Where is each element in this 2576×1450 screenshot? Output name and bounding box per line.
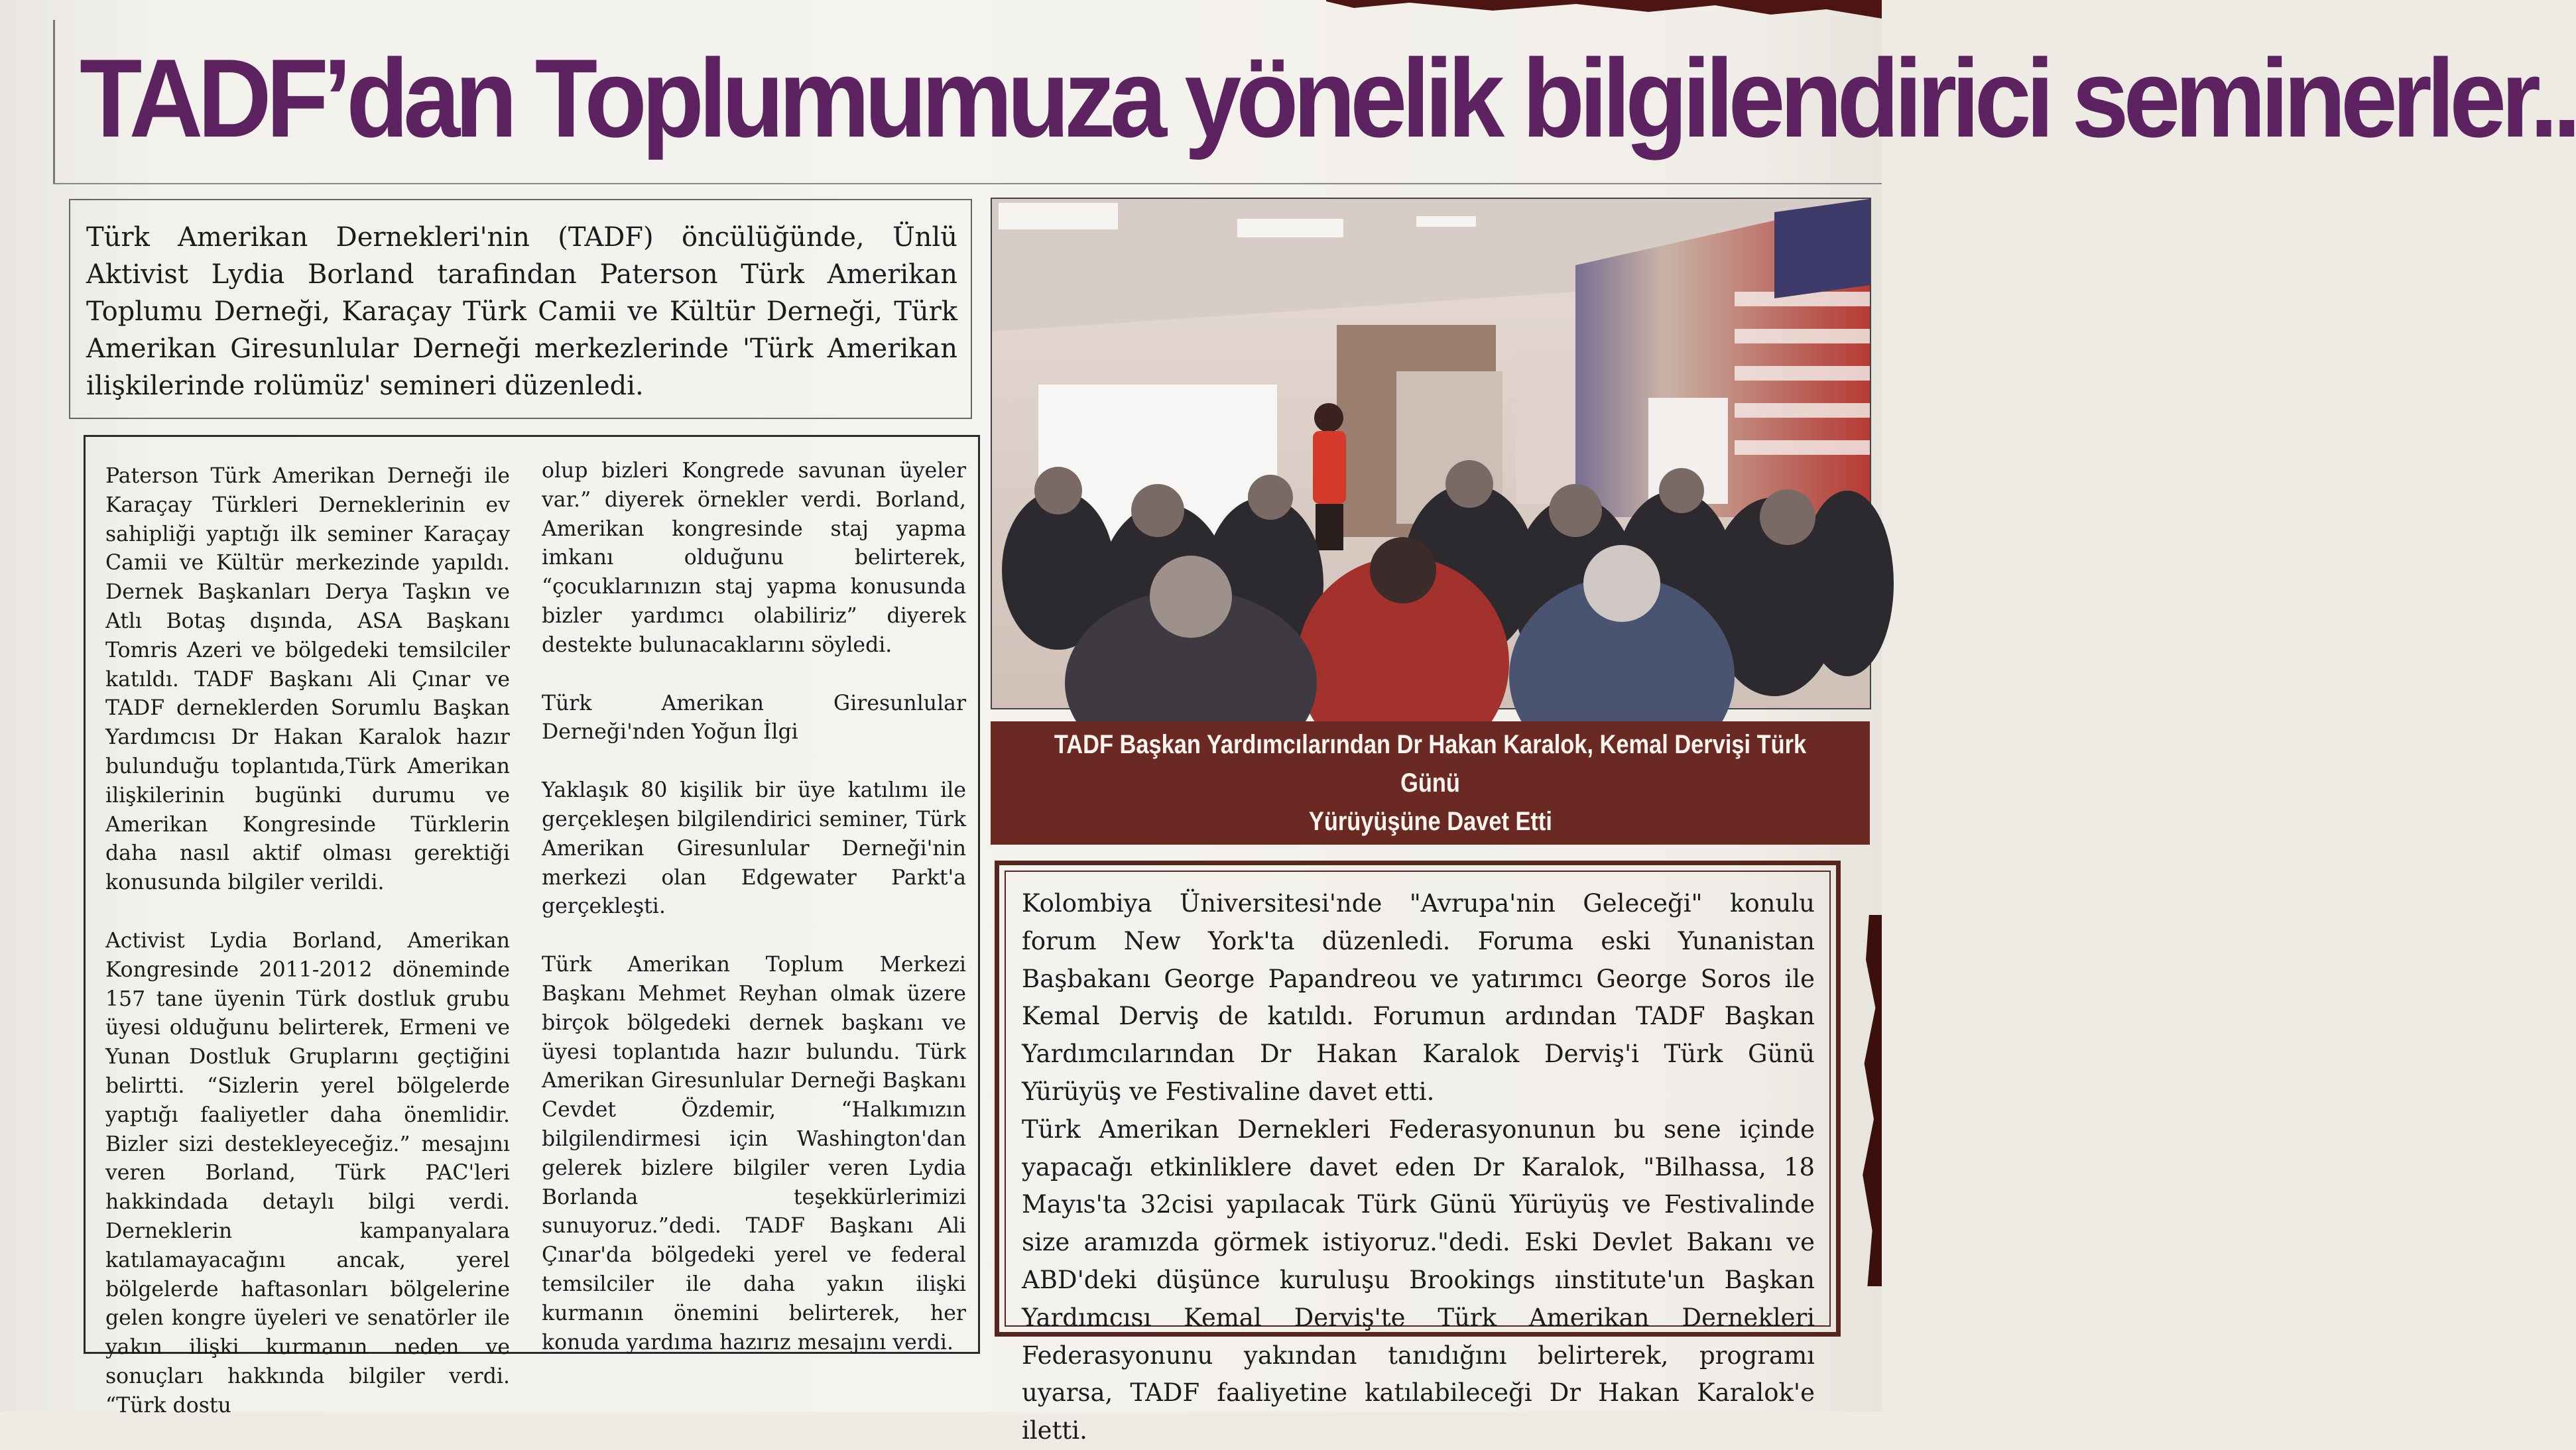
- seminar-photo-illustration: [992, 199, 1870, 708]
- forum-paragraph: Kolombiya Üniversitesi'nde "Avrupa'nin Geleceği" konulu forum New York'ta düzenledi. Foruma eski Yunanistan Başbakanı George Papandreou ve yatırımcı George Soros ile Kemal Derviş de katıldı. Forumun ardından TADF Başkan Yardımcılarından Dr Hakan Karalok Derviş'i Türk Günü Yürüyüş ve Festivaline davet etti.: [1022, 889, 1815, 1106]
- article-column-left: [105, 462, 510, 1421]
- article-body: [84, 435, 980, 1418]
- article-paragraph: Yaklaşık 80 kişilik bir üye katılımı ile gerçekleşen bilgilendirici seminer, Türk Amerikan Giresunlular Derneği'nin merkezi olan Edgewater Parkt'a gerçekleşti.: [542, 778, 966, 919]
- headline: TADF’dan Toplumumuza yönelik bilgilendirici seminerler..: [80, 36, 2576, 160]
- lead-paragraph: Türk Amerikan Dernekleri'nin (TADF) öncülüğünde, Ünlü Aktivist Lydia Borland tarafindan Paterson Türk Amerikan Toplumu Derneği, Karaçay Türk Camii ve Kültür Derneği, Türk Amerikan Giresunlular Derneği merkezlerinde 'Türk Amerikan ilişkilerinde rolümüz' semineri düzenledi.: [69, 199, 972, 419]
- article-column-right: [542, 457, 966, 1357]
- article-paragraph: olup bizleri Kongrede savunan üyeler var.” diyerek örnekler verdi. Borland, Amerikan kongresinde staj yapma imkanı olduğunu belirterek, “çocuklarınızın staj yapma konusunda bizler yardımcı olabiliriz” diyerek destekte bulunacaklarını söyledi.: [542, 459, 966, 657]
- article-paragraph: Activist Lydia Borland, Amerikan Kongresinde 2011-2012 döneminde 157 tane üyenin Türk dostluk grubu üyesi olduğunu belirterek, Ermeni ve Yunan Dostluk Gruplarını geçtiğini belirtti. “Sizlerin yerel bölgelerde yaptığı faaliyetler daha önemlidir. Bizler sizi destekleyeceğiz.” mesajını veren Borland, Türk PAC'leri hakkindada detaylı bilgi verdi. Derneklerin kampanyalara katılamayacağını ancak, yerel bölgelerde haftasonları bölgelerine gelen kongre üyeleri ve senatörler ile yakın ilişki kurmanın neden ve sonuçları hakkında bilgiler verdi. “Türk dostu: [105, 928, 510, 1418]
- photo-caption: [991, 721, 1870, 845]
- article-paragraph: Paterson Türk Amerikan Derneği ile Karaçay Türkleri Derneklerinin ev sahipliği yaptığı ilk seminer Karaçay Camii ve Kültür merkezinde yapıldı. Dernek Başkanları Derya Taşkın ve Atlı Botaş dışında, ASA Başkanı Tomris Azeri ve bölgedeki temsilciler katıldı. TADF Başkanı Ali Çınar ve TADF derneklerden Sorumlu Başkan Yardımcısı Dr Hakan Karalok hazır bulunduğu toplantıda,Türk Amerikan ilişkilerinin bugünki durumu ve Amerikan Kongresinde Türklerin daha nasıl aktif olması gerektiği konusunda bilgiler verildi.: [105, 464, 510, 895]
- forum-paragraph: Türk Amerikan Dernekleri Federasyonunun bu sene içinde yapacağı etkinliklere davet eden Dr Karalok, "Bilhassa, 18 Mayıs'ta 32cisi yapılacak Türk Günü Yürüyüş ve Festivalinde size aramızda görmek istiyoruz."dedi. Eski Devlet Bakanı ve ABD'deki düşünce kuruluşu Brookings ıinstitute'un Başkan Yardımcısı Kemal Derviş'te Türk Amerikan Dernekleri Federasyonunu yakından tanıdığını belirterek, programı uyarsa, TADF faaliyetine katılabileceği Dr Hakan Karalok'e iletti.: [1022, 1115, 1815, 1445]
- forum-article-body: [1005, 871, 1831, 1445]
- forum-article: [995, 861, 1841, 1445]
- caption-line-1: TADF Başkan Yardımcılarından Dr Hakan Karalok, Kemal Dervişi Türk Günü: [1054, 730, 1807, 798]
- caption-line-2: Yürüyüşüne Davet Etti: [1308, 807, 1552, 836]
- article-subheading: Türk Amerikan Giresunlular Derneği'nden Yoğun İlgi: [542, 691, 966, 745]
- article-paragraph: Türk Amerikan Toplum Merkezi Başkanı Mehmet Reyhan olmak üzere birçok bölgedeki dernek başkanı ve üyesi toplantıda hazır bulundu. Türk Amerikan Giresunlular Derneği Başkanı Cevdet Özdemir, “Halkımızın bilgilendirmesi için Washington'dan gelerek bizlere bilgiler veren Lydia Borlanda teşekkürlerimizi sunuyoruz.”dedi. TADF Başkanı Ali Çınar'da bölgedeki yerel ve federal temsilciler ile daha yakın ilişki kurmanın önemini belirterek, her konuda yardıma hazırız mesajını verdi.: [542, 953, 966, 1355]
- seminar-photo: [991, 198, 1871, 709]
